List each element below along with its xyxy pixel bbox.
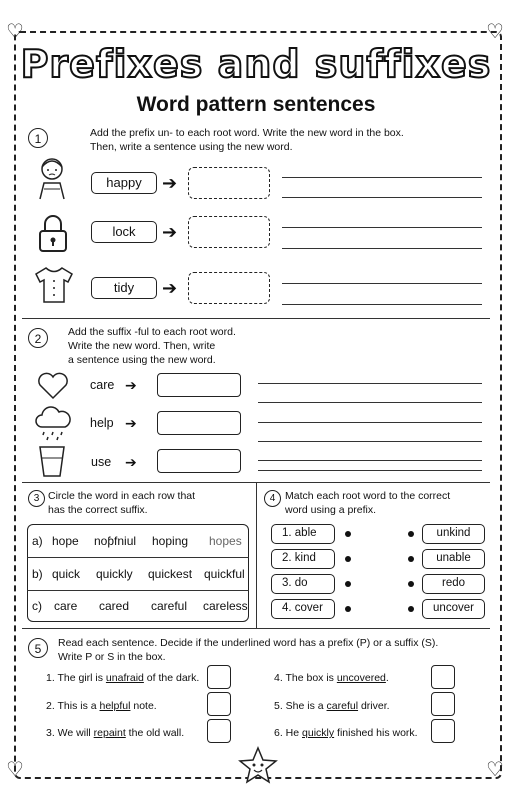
arrow-right-icon: ➔ — [125, 415, 137, 431]
arrow-right-icon: ➔ — [162, 278, 178, 298]
row-divider — [27, 557, 249, 558]
arrow-right-icon: ➔ — [162, 173, 178, 193]
word-option[interactable]: cared — [99, 599, 130, 613]
match-dot[interactable] — [408, 581, 414, 587]
word-option[interactable]: hope — [52, 534, 79, 548]
match-right-item[interactable]: unkind — [422, 524, 485, 544]
sentence-5: 5. She is a careful driver. — [274, 700, 390, 712]
match-dot[interactable] — [345, 606, 351, 612]
writing-line[interactable] — [282, 304, 482, 305]
writing-line[interactable] — [258, 383, 482, 384]
heart-corner-icon: ♡ — [486, 759, 504, 781]
heart-corner-icon: ♡ — [6, 759, 24, 781]
word-option[interactable]: careful — [151, 599, 188, 613]
answer-box[interactable] — [207, 692, 231, 716]
sentence-4: 4. The box is uncovered. — [274, 672, 389, 684]
root-word-pill: happy — [91, 172, 157, 194]
heart-icon — [36, 371, 70, 401]
writing-line[interactable] — [282, 227, 482, 228]
writing-line[interactable] — [258, 422, 482, 423]
match-left-item[interactable]: 1. able — [271, 524, 335, 544]
star-smile-icon — [238, 746, 278, 784]
sentence-1: 1. The girl is unafraid of the dark. — [46, 672, 200, 684]
arrow-right-icon: ➔ — [125, 377, 137, 393]
shirt-icon — [32, 265, 76, 305]
padlock-icon — [36, 213, 70, 253]
glass-icon — [38, 444, 66, 478]
answer-box[interactable] — [188, 216, 270, 248]
section3-instruction: Circle the word in each row that has the correct suffix. — [48, 490, 196, 516]
answer-box[interactable] — [157, 449, 241, 473]
root-word: care — [90, 378, 115, 392]
page-title: Prefixes and suffixes — [20, 42, 492, 86]
word-option[interactable]: quickly — [96, 567, 133, 581]
match-right-item[interactable]: unable — [422, 549, 485, 569]
word-option[interactable]: care — [54, 599, 78, 613]
match-left-item[interactable]: 3. do — [271, 574, 335, 594]
section-number: 1 — [28, 128, 48, 148]
match-dot[interactable] — [408, 556, 414, 562]
word-option[interactable]: hopes — [209, 534, 242, 548]
section-divider — [256, 482, 257, 628]
root-word: help — [90, 416, 114, 430]
section-number: 4 — [264, 490, 281, 507]
word-option[interactable]: careless — [203, 599, 248, 613]
section-number: 2 — [28, 328, 48, 348]
row-label: a) — [32, 534, 43, 548]
writing-line[interactable] — [282, 283, 482, 284]
answer-box[interactable] — [188, 272, 270, 304]
root-word-pill: tidy — [91, 277, 157, 299]
page-subtitle: Word pattern sentences — [136, 93, 376, 116]
answer-box[interactable] — [431, 719, 455, 743]
section4-instruction: Match each root word to the correct word using a prefix. — [285, 490, 451, 516]
answer-box[interactable] — [157, 373, 241, 397]
answer-box[interactable] — [188, 167, 270, 199]
writing-line[interactable] — [258, 441, 482, 442]
heart-corner-icon: ♡ — [6, 21, 24, 43]
answer-box[interactable] — [431, 692, 455, 716]
match-dot[interactable] — [345, 556, 351, 562]
writing-line[interactable] — [282, 248, 482, 249]
sentence-6: 6. He quickly finished his work. — [274, 727, 418, 739]
match-dot[interactable] — [345, 531, 351, 537]
sentence-3: 3. We will repaint the old wall. — [46, 727, 185, 739]
section5-instruction: Read each sentence. Decide if the underlined word has a prefix (P) or a suffix (S). Write P or S in the box. — [58, 637, 439, 663]
section-number: 3 — [28, 490, 45, 507]
root-word: use — [91, 455, 112, 469]
root-word-pill: lock — [91, 221, 157, 243]
row-divider — [27, 590, 249, 591]
answer-box[interactable] — [207, 719, 231, 743]
rain-cloud-icon — [34, 405, 72, 441]
answer-box[interactable] — [431, 665, 455, 689]
match-right-item[interactable]: uncover — [422, 599, 485, 619]
answer-box[interactable] — [207, 665, 231, 689]
writing-line[interactable] — [258, 402, 482, 403]
match-dot[interactable] — [408, 531, 414, 537]
arrow-right-icon: ➔ — [162, 222, 178, 242]
match-right-item[interactable]: redo — [422, 574, 485, 594]
match-left-item[interactable]: 4. cover — [271, 599, 335, 619]
match-dot[interactable] — [345, 581, 351, 587]
match-dot[interactable] — [408, 606, 414, 612]
row-label: c) — [32, 599, 42, 613]
writing-line[interactable] — [258, 470, 482, 471]
section-number: 5 — [28, 638, 48, 658]
word-option[interactable]: quickful — [204, 567, 245, 581]
worried-girl-icon — [32, 155, 72, 201]
section2-instruction: Add the suffix -ful to each root word. Write the new word. Then, write a sentence using the new word. — [68, 326, 236, 366]
word-option[interactable]: noƥfniul — [94, 534, 137, 548]
word-option[interactable]: quickest — [148, 567, 193, 581]
writing-line[interactable] — [282, 197, 482, 198]
row-label: b) — [32, 567, 43, 581]
section1-instruction: Add the prefix un- to each root word. Write the new word in the box. Then, write a sentence using the new word. — [90, 127, 404, 153]
sentence-2: 2. This is a helpful note. — [46, 700, 157, 712]
arrow-right-icon: ➔ — [125, 454, 137, 470]
section-divider — [22, 318, 490, 319]
writing-line[interactable] — [258, 460, 482, 461]
writing-line[interactable] — [282, 177, 482, 178]
word-option[interactable]: quick — [52, 567, 81, 581]
word-option[interactable]: hoping — [152, 534, 189, 548]
match-left-item[interactable]: 2. kind — [271, 549, 335, 569]
section-divider — [22, 628, 490, 629]
answer-box[interactable] — [157, 411, 241, 435]
heart-corner-icon: ♡ — [486, 21, 504, 43]
